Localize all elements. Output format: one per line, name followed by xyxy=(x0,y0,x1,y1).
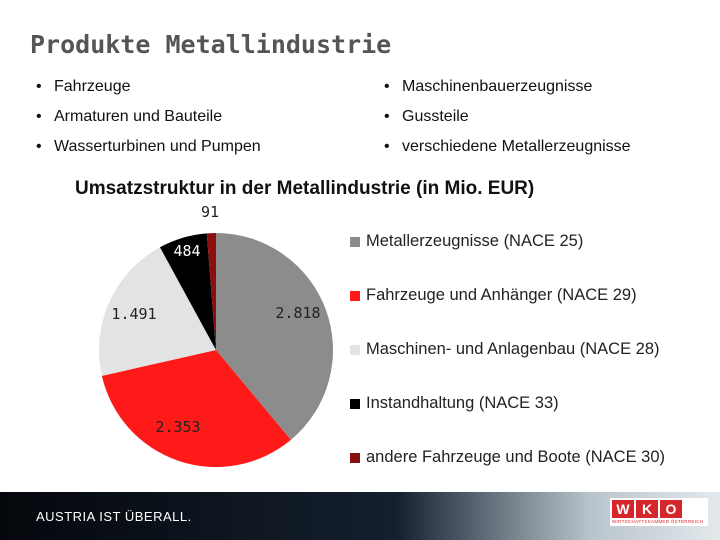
logo-subtext: WIRTSCHAFTSKAMMER ÖSTERREICH xyxy=(612,519,704,524)
bullet-dot: • xyxy=(384,108,390,125)
legend-swatch xyxy=(350,237,360,247)
pie-data-label: 2.353 xyxy=(155,418,201,436)
pie-data-label: 1.491 xyxy=(111,305,157,323)
legend-swatch xyxy=(350,453,360,463)
bullet-label: Maschinenbauerzeugnisse xyxy=(402,78,593,95)
bullet-dot: • xyxy=(36,108,42,125)
chart-title: Umsatzstruktur in der Metallindustrie (in Mio. EUR) xyxy=(75,178,535,199)
pie-data-label: 91 xyxy=(200,203,220,221)
legend-swatch xyxy=(350,399,360,409)
legend-swatch xyxy=(350,345,360,355)
bullet-dot: • xyxy=(384,138,390,155)
logo-letter: W xyxy=(612,500,634,518)
bullet-dot: • xyxy=(36,78,42,95)
wko-logo xyxy=(610,498,708,526)
logo-letter: O xyxy=(660,500,682,518)
legend-label: Metallerzeugnisse (NACE 25) xyxy=(366,232,584,250)
bullet-label: Armaturen und Bauteile xyxy=(54,108,223,125)
legend-label: Instandhaltung (NACE 33) xyxy=(366,394,559,412)
legend-label: Fahrzeuge und Anhänger (NACE 29) xyxy=(366,286,637,304)
pie-data-label: 484 xyxy=(173,242,201,260)
logo-letter: K xyxy=(636,500,658,518)
footer-slogan: AUSTRIA IST ÜBERALL. xyxy=(36,509,192,524)
bullet-label: verschiedene Metallerzeugnisse xyxy=(402,138,631,155)
legend-label: Maschinen- und Anlagenbau (NACE 28) xyxy=(366,340,660,358)
legend-label: andere Fahrzeuge und Boote (NACE 30) xyxy=(366,448,666,466)
pie-data-label: 2.818 xyxy=(275,304,321,322)
bullet-label: Gussteile xyxy=(402,108,469,125)
page-title: Produkte Metallindustrie xyxy=(30,30,392,59)
bullet-label: Fahrzeuge xyxy=(54,78,131,95)
bullet-dot: • xyxy=(384,78,390,95)
bullet-label: Wasserturbinen und Pumpen xyxy=(54,138,261,155)
bullet-dot: • xyxy=(36,138,42,155)
legend-swatch xyxy=(350,291,360,301)
